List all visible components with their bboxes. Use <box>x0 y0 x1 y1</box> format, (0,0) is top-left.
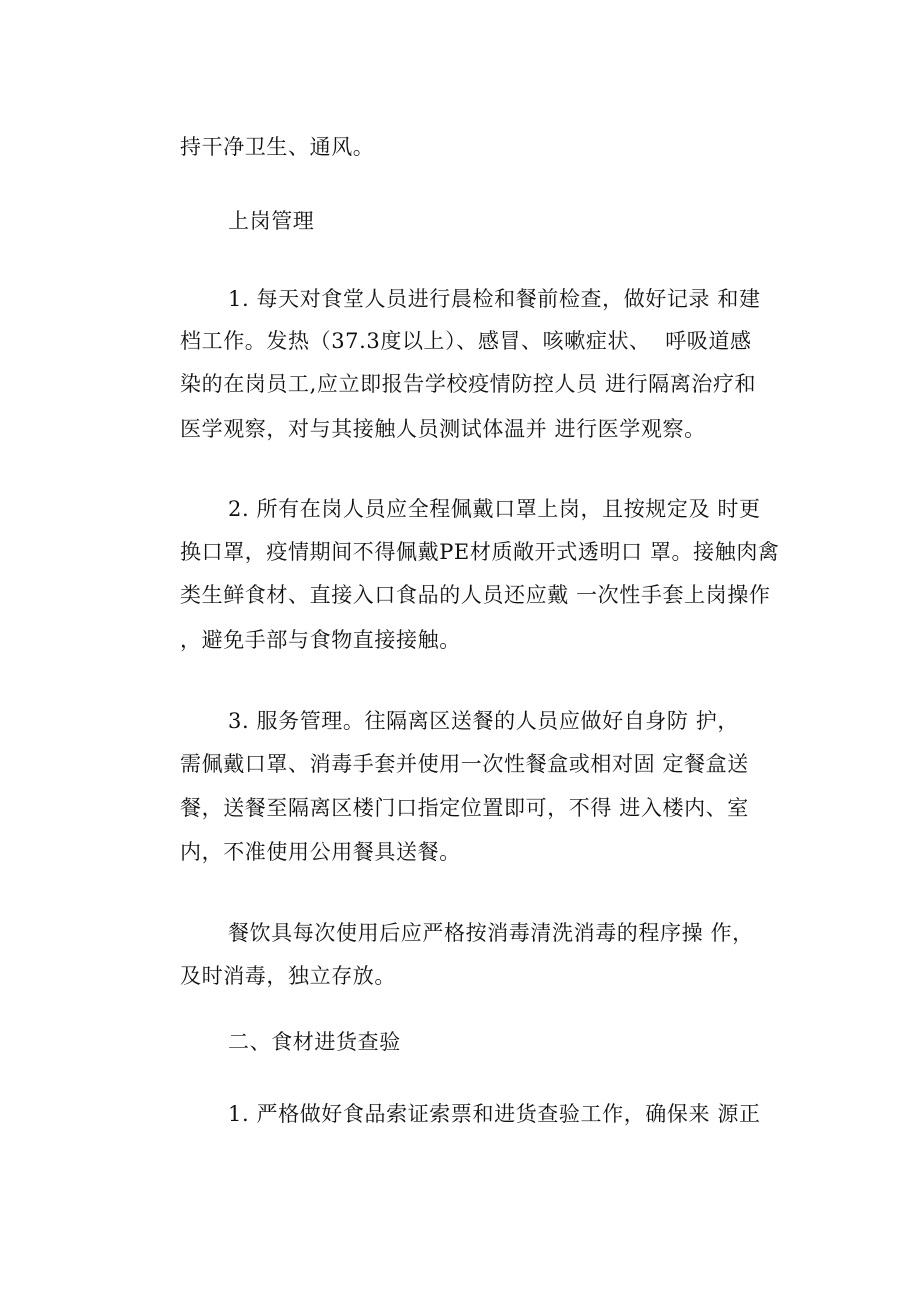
paragraph-item-1-line: 医学观察，对与其接触人员测试体温并 进行医学观察。 <box>180 417 706 441</box>
paragraph-item-1-line: 1. 每天对食堂人员进行晨检和餐前检查，做好记录 和建 <box>228 287 761 311</box>
paragraph-item-3-line: 3. 服务管理。往隔离区送餐的人员应做好自身防 护， <box>228 709 739 733</box>
paragraph-item-1-line: 档工作。发热（37.3度以上）、感冒、咳嗽症状、 呼吸道感 <box>180 329 752 353</box>
paragraph-item-2-line: 换口罩，疫情期间不得佩戴PE材质敞开式透明口 罩。接触肉禽 <box>180 540 780 564</box>
paragraph-item-3-line: 需佩戴口罩、消毒手套并使用一次性餐盒或相对固 定餐盒送 <box>180 752 749 776</box>
paragraph-continuation-line: 持干净卫生、通风。 <box>180 135 375 159</box>
paragraph-item-1-line: 染的在岗员工,应立即报告学校疫情防控人员 进行隔离治疗和 <box>180 372 757 396</box>
section-heading-food-inspection: 二、食材进货查验 <box>228 1030 401 1054</box>
paragraph-tableware-line: 餐饮具每次使用后应严格按消毒清洗消毒的程序操 作， <box>228 921 754 945</box>
paragraph-item-2-line: ，避免手部与食物直接接触。 <box>180 628 461 652</box>
paragraph-item-2-line: 2. 所有在岗人员应全程佩戴口罩上岗，且按规定及 时更 <box>228 497 761 521</box>
paragraph-item-2-line: 类生鲜食材、直接入口食品的人员还应戴 一次性手套上岗操作 <box>180 583 771 607</box>
section-heading-onduty-management: 上岗管理 <box>228 209 315 233</box>
paragraph-inspection-item-1-line: 1. 严格做好食品索证索票和进货查验工作，确保来 源正 <box>228 1102 761 1126</box>
paragraph-tableware-line: 及时消毒，独立存放。 <box>180 964 396 988</box>
paragraph-item-3-line: 餐，送餐至隔离区楼门口指定位置即可，不得 进入楼内、室 <box>180 796 749 820</box>
paragraph-item-3-line: 内，不准使用公用餐具送餐。 <box>180 840 461 864</box>
